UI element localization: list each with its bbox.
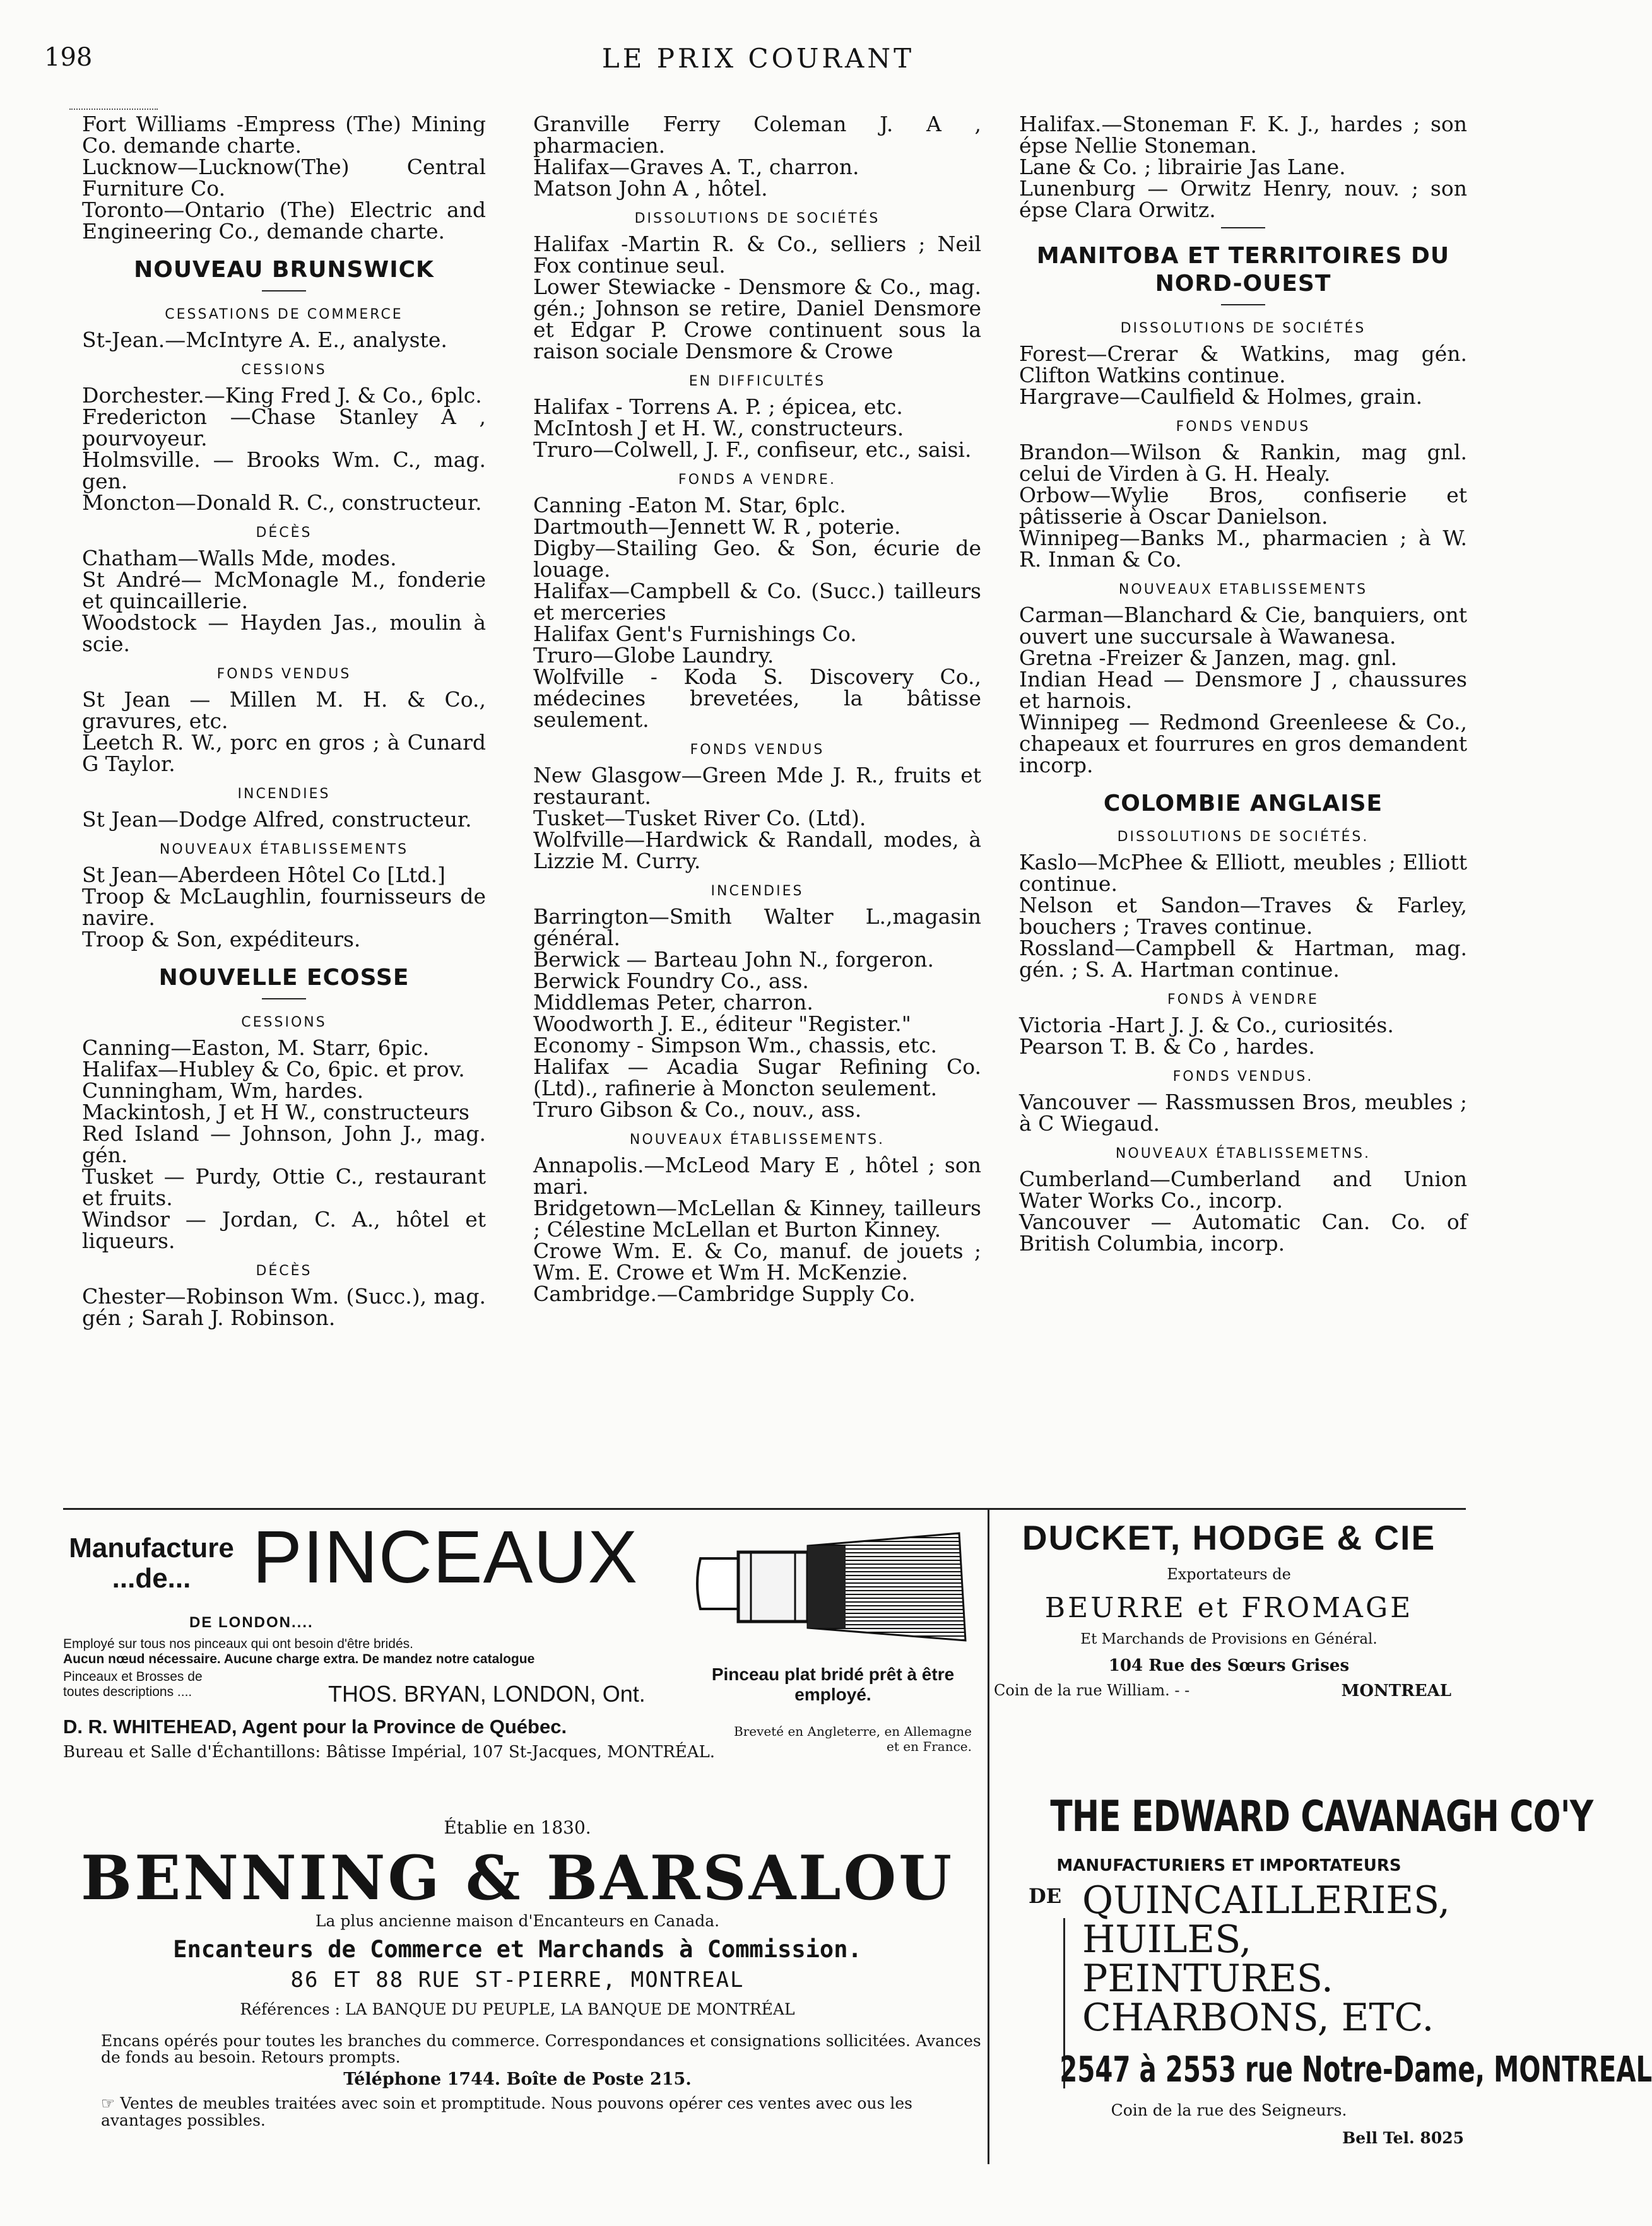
exportateurs-label: Exportateurs de <box>1167 1565 1291 1583</box>
subsection-heading: FONDS VENDUS <box>1176 419 1311 435</box>
entry: Dartmouth—Jennett W. R , poterie. <box>533 514 901 539</box>
entry: Lucknow—Lucknow(The) Central Furniture Co. <box>82 155 486 201</box>
divider <box>1221 304 1265 305</box>
page-header <box>44 43 1472 87</box>
entry: Truro—Globe Laundry. <box>533 643 774 668</box>
pinceaux-advertisement <box>63 1516 972 1779</box>
entry: Digby—Stailing Geo. & Son, écurie de louage. <box>533 536 981 582</box>
entry: Annapolis.—McLeod Mary E , hôtel ; son mari. <box>533 1153 981 1199</box>
column-3 <box>1019 114 1467 1254</box>
entry: Holmsville. — Brooks Wm. C., mag. gen. <box>82 447 486 493</box>
entry: Red Island — Johnson, John J., mag. gén. <box>82 1121 486 1167</box>
entry: Middlemas Peter, charron. <box>533 990 813 1015</box>
merchants-line: Et Marchands de Provisions en Général. <box>1080 1631 1378 1647</box>
subsection-heading: INCENDIES <box>711 883 804 899</box>
entry: Halifax—Graves A. T., charron. <box>533 155 859 179</box>
ventes-note: ☞ Ventes de meubles traitées avec soin et promptitude. Nous pouvons opérer ces ventes avec ous les avantages possibles. <box>101 2094 912 2129</box>
entry: Wolfville - Koda S. Discovery Co., médecines brevetées, la bâtisse seulement. <box>533 664 981 732</box>
entry: Carman—Blanchard & Cie, banquiers, ont ouvert une succursale à Wawanesa. <box>1019 603 1467 649</box>
entry: Economy - Simpson Wm., chassis, etc. <box>533 1033 937 1057</box>
subsection-heading: FONDS VENDUS <box>690 742 825 758</box>
entry: St Jean—Dodge Alfred, constructeur. <box>82 807 472 832</box>
entry: Chester—Robinson Wm. (Succ.), mag. gén ; Sarah J. Robinson. <box>82 1284 486 1330</box>
firm-address: 2547 à 2553 rue Notre-Dame, MONTREAL <box>1059 2049 1652 2090</box>
advertisement-top-rule <box>63 1508 1466 1510</box>
entry: St Jean — Millen M. H. & Co., gravures, etc. <box>82 687 486 733</box>
street-address: 104 Rue des Sœurs Grises <box>1108 1656 1350 1675</box>
entry: Truro—Colwell, J. F., confiseur, etc., saisi. <box>533 437 972 462</box>
product-item: HUILES, <box>1082 1917 1252 1962</box>
header-dotted-rule <box>69 109 158 110</box>
firm-title: DUCKET, HODGE & CIE <box>1022 1518 1436 1557</box>
entry: Hargrave—Caulfield & Holmes, grain. <box>1019 384 1423 409</box>
entry: Lane & Co. ; librairie Jas Lane. <box>1019 155 1346 179</box>
paint-brush-illustration <box>694 1521 972 1666</box>
entry: Troop & Son, expéditeurs. <box>82 927 361 951</box>
benning-barsalou-advertisement <box>63 1817 981 2129</box>
bureau-line: Bureau et Salle d'Échantillons: Bâtisse Impérial, 107 St-Jacques, MONTRÉAL. <box>63 1743 716 1762</box>
subsection-heading: FONDS A VENDRE. <box>678 472 836 488</box>
entry: Bridgetown—McLellan & Kinney, tailleurs ; Célestine McLellan et Burton Kinney. <box>533 1196 981 1242</box>
entry: Cambridge.—Cambridge Supply Co. <box>533 1281 916 1306</box>
advertisement-vertical-rule <box>988 1508 989 2164</box>
entry: Canning -Eaton M. Star, 6plc. <box>533 493 846 517</box>
london-label: DE LONDON.... <box>189 1614 314 1631</box>
manufacture-label: Manufacture ...de... <box>69 1533 234 1594</box>
entry: Rossland—Campbell & Hartman, mag. gén. ; S. A. Hartman continue. <box>1019 936 1467 982</box>
entry: Barrington—Smith Walter L.,magasin général. <box>533 904 981 950</box>
subsection-heading: NOUVEAUX ÉTABLISSEMETNS. <box>1115 1146 1371 1162</box>
entry: St-Jean.—McIntyre A. E., analyste. <box>82 327 447 352</box>
ad-text-line: Aucun nœud nécessaire. Aucune charge extra. De mandez notre catalogue <box>63 1652 535 1666</box>
entry: Fort Williams -Empress (The) Mining Co. demande charte. <box>82 112 486 158</box>
entry: Orbow—Wylie Bros, confiserie et pâtisserie à Oscar Danielson. <box>1019 483 1467 529</box>
entry: Moncton—Donald R. C., constructeur. <box>82 490 482 515</box>
subsection-heading: CESSIONS <box>241 362 327 378</box>
entry: Crowe Wm. E. & Co, manuf. de jouets ; Wm. E. Crowe et Wm H. McKenzie. <box>533 1239 981 1285</box>
entry: Forest—Crerar & Watkins, mag gén. Clifton Watkins continue. <box>1019 341 1467 387</box>
section-heading: MANITOBA ET TERRITOIRES DU NORD-OUEST <box>1036 243 1450 297</box>
entry: Truro Gibson & Co., nouv., ass. <box>533 1097 862 1122</box>
firm-title: THE EDWARD CAVANAGH CO'Y <box>1050 1792 1593 1842</box>
entry: Berwick — Barteau John N., forgeron. <box>533 947 934 972</box>
entry: Winnipeg — Redmond Greenleese & Co., chapeaux et fourrures en gros demandent incorp. <box>1019 710 1467 777</box>
subsection-heading: NOUVEAUX ÉTABLISSEMENTS. <box>629 1132 885 1148</box>
entry: Kaslo—McPhee & Elliott, meubles ; Elliott continue. <box>1019 850 1467 896</box>
entry: Halifax -Martin R. & Co., selliers ; Neil Fox continue seul. <box>533 232 981 278</box>
section-heading: NOUVELLE ECOSSE <box>158 965 410 991</box>
entry: Cumberland—Cumberland and Union Water Works Co., incorp. <box>1019 1167 1467 1213</box>
subsection-heading: FONDS VENDUS <box>216 666 351 682</box>
encans-note: Encans opérés pour toutes les branches du commerce. Correspondances et consignations sollicitées. Avances de fonds au besoin. Retours prompts. <box>101 2032 981 2066</box>
subsection-heading: DISSOLUTIONS DE SOCIÉTÉS <box>634 211 880 227</box>
pinceaux-title: PINCEAUX <box>252 1516 639 1599</box>
entry: Lunenburg — Orwitz Henry, nouv. ; son épse Clara Orwitz. <box>1019 176 1467 222</box>
subsection-heading: FONDS À VENDRE <box>1167 992 1319 1008</box>
entry: Matson John A , hôtel. <box>533 176 768 201</box>
cavanagh-advertisement <box>994 1786 1652 2147</box>
page-number: 198 <box>44 43 93 72</box>
ad-text-line: Employé sur tous nos pinceaux qui ont besoin d'être bridés. <box>63 1637 414 1651</box>
entry: Nelson et Sandon—Traves & Farley, bouchers ; Traves continue. <box>1019 893 1467 939</box>
entry: Mackintosh, J et H W., constructeurs <box>82 1100 469 1124</box>
entry: Pearson T. B. & Co , hardes. <box>1019 1034 1315 1059</box>
corner-note: Coin de la rue William. - - <box>994 1681 1190 1699</box>
city-label: MONTREAL <box>1341 1681 1451 1700</box>
subsection-heading: INCENDIES <box>237 786 331 802</box>
subsection-heading: CESSIONS <box>241 1015 327 1030</box>
firm-title: BENNING & BARSALOU <box>80 1842 955 1914</box>
references-line: Références : LA BANQUE DU PEUPLE, LA BANQUE DE MONTRÉAL <box>240 2000 795 2018</box>
column-1 <box>82 114 486 1329</box>
telephone: Bell Tel. 8025 <box>1342 2129 1464 2147</box>
corner-note: Coin de la rue des Seigneurs. <box>1111 2101 1347 2119</box>
subsection-heading: NOUVEAUX ETABLISSEMENTS <box>1118 582 1368 598</box>
entry: Victoria -Hart J. J. & Co., curiosités. <box>1019 1013 1394 1037</box>
entry: Gretna -Freizer & Janzen, mag. gnl. <box>1019 645 1398 670</box>
entry: Vancouver — Automatic Can. Co. of British Columbia, incorp. <box>1019 1210 1467 1256</box>
entry: St Jean—Aberdeen Hôtel Co [Ltd.] <box>82 863 445 887</box>
entry: Cunningham, Wm, hardes. <box>82 1078 364 1103</box>
product-item: CHARBONS, ETC. <box>1082 1996 1434 2040</box>
section-heading: NOUVEAU BRUNSWICK <box>134 257 434 283</box>
running-head: LE PRIX COURANT <box>601 43 915 74</box>
entry: Tusket—Tusket River Co. (Ltd). <box>533 806 866 830</box>
agent-line: D. R. WHITEHEAD, Agent pour la Province de Québec. <box>63 1716 567 1738</box>
subsection-heading: FONDS VENDUS. <box>1172 1069 1314 1085</box>
subsection-heading: DÉCÈS <box>256 525 312 541</box>
entry: Berwick Foundry Co., ass. <box>533 969 809 993</box>
subsection-heading: DÉCÈS <box>256 1263 312 1279</box>
entry: Woodstock — Hayden Jas., moulin à scie. <box>82 610 486 656</box>
de-label: DE <box>1029 1884 1062 1908</box>
firm-address: 86 ET 88 RUE ST-PIERRE, MONTREAL <box>290 1967 745 1993</box>
entry: Woodworth J. E., éditeur "Register." <box>533 1011 911 1036</box>
divider <box>262 290 306 292</box>
entry: Fredericton —Chase Stanley A , pourvoyeur. <box>82 404 486 450</box>
entry: Chatham—Walls Mde, modes. <box>82 546 397 570</box>
subsection-heading: DISSOLUTIONS DE SOCIÉTÉS. <box>1117 829 1369 845</box>
thos-bryan: THOS. BRYAN, LONDON, Ont. <box>328 1681 646 1707</box>
ducket-hodge-advertisement <box>994 1517 1464 1770</box>
entry: Halifax - Torrens A. P. ; épicea, etc. <box>533 394 903 419</box>
product-item: QUINCAILLERIES, <box>1082 1878 1451 1923</box>
entry: Canning—Easton, M. Starr, 6pic. <box>82 1035 430 1060</box>
entry: Halifax—Campbell & Co. (Succ.) tailleurs et merceries <box>533 579 981 625</box>
entry: Tusket — Purdy, Ottie C., restaurant et fruits. <box>82 1164 486 1210</box>
entry: Halifax—Hubley & Co, 6pic. et prov. <box>82 1057 465 1081</box>
section-heading: COLOMBIE ANGLAISE <box>1103 791 1383 816</box>
entry: Vancouver — Rassmussen Bros, meubles ; à C Wiegaud. <box>1019 1090 1467 1136</box>
brevet-note: Breveté en Angleterre, en Allemagne et en France. <box>734 1724 972 1754</box>
entry: Granville Ferry Coleman J. A , pharmacien. <box>533 112 981 158</box>
manufacturers-line: MANUFACTURIERS ET IMPORTATEURS <box>1056 1856 1401 1875</box>
column-2 <box>533 114 981 1305</box>
entry: Halifax Gent's Furnishings Co. <box>533 621 857 646</box>
entry: Troop & McLaughlin, fournisseurs de navire. <box>82 884 486 930</box>
entry: Winnipeg—Banks M., pharmacien ; à W. R. Inman & Co. <box>1019 526 1467 572</box>
established-label: Établie en 1830. <box>444 1817 591 1838</box>
divider <box>262 998 306 999</box>
entry: Dorchester.—King Fred J. & Co., 6plc. <box>82 383 482 408</box>
entry: New Glasgow—Green Mde J. R., fruits et restaurant. <box>533 763 981 809</box>
encanteurs-line: Encanteurs de Commerce et Marchands à Commission. <box>173 1936 862 1963</box>
entry: Brandon—Wilson & Rankin, mag gnl. celui de Virden à G. H. Healy. <box>1019 440 1467 486</box>
entry: Indian Head — Densmore J , chaussures et harnois. <box>1019 667 1467 713</box>
subsection-heading: DISSOLUTIONS DE SOCIÉTÉS <box>1120 321 1366 336</box>
ad-text-line: Pinceaux et Brosses de toutes descriptions .... <box>63 1670 203 1699</box>
entry: Windsor — Jordan, C. A., hôtel et liqueurs. <box>82 1207 486 1253</box>
subsection-heading: NOUVEAUX ÉTABLISSEMENTS <box>159 842 409 857</box>
entry: St André— McMonagle M., fonderie et quincaillerie. <box>82 567 486 613</box>
entry: Halifax — Acadia Sugar Refining Co. (Ltd)., rafinerie à Moncton seulement. <box>533 1054 981 1100</box>
entry: Toronto—Ontario (The) Electric and Engineering Co., demande charte. <box>82 197 486 244</box>
firm-subtitle: La plus ancienne maison d'Encanteurs en Canada. <box>315 1912 720 1930</box>
entry: Halifax.—Stoneman F. K. J., hardes ; son épse Nellie Stoneman. <box>1019 112 1467 158</box>
telephone-line: Téléphone 1744. Boîte de Poste 215. <box>343 2070 692 2089</box>
divider <box>1221 227 1265 228</box>
entry: Leetch R. W., porc en gros ; à Cunard G Taylor. <box>82 730 486 776</box>
subsection-heading: EN DIFFICULTÉS <box>688 374 826 389</box>
entry: Wolfville—Hardwick & Randall, modes, à Lizzie M. Curry. <box>533 827 981 873</box>
brush-caption: Pinceau plat bridé prêt à être employé. <box>711 1664 955 1704</box>
entry: McIntosh J et H. W., constructeurs. <box>533 416 904 440</box>
beurre-fromage: BEURRE et FROMAGE <box>1044 1592 1413 1624</box>
product-item: PEINTURES. <box>1082 1957 1333 2001</box>
entry: Lower Stewiacke - Densmore & Co., mag. gén.; Johnson se retire, Daniel Densmore et Edgar P. Crowe continuent sous la raison sociale Densmore & Crowe <box>533 274 981 363</box>
subsection-heading: CESSATIONS DE COMMERCE <box>165 307 403 322</box>
